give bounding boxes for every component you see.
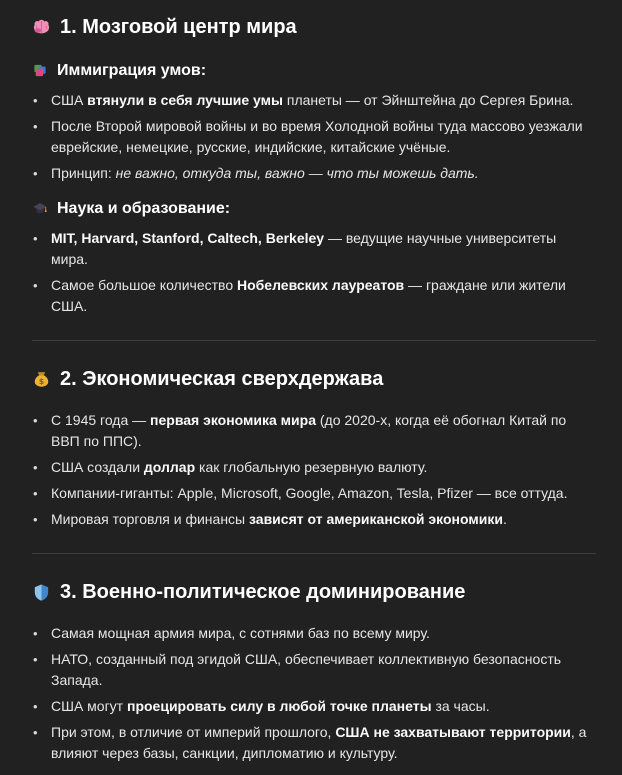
shield-icon <box>32 583 51 602</box>
plain-text: США <box>51 92 88 108</box>
bullet-list <box>32 228 596 317</box>
list-item <box>32 275 596 317</box>
list-item <box>32 410 596 452</box>
plain-text: При этом, в отличие от империй прошлого, <box>51 724 336 740</box>
list-item <box>32 722 596 764</box>
list-item <box>32 163 596 184</box>
italic-text: не важно, откуда ты, важно — что ты можешь дать. <box>115 165 479 181</box>
bullet-list <box>32 623 596 764</box>
plain-text: Самая мощная армия мира, с сотнями баз по всему миру. <box>51 625 430 641</box>
plain-text: как глобальную резервную валюту. <box>195 459 428 475</box>
plain-text: . <box>502 511 507 527</box>
bold-text: MIT, Harvard, Stanford, Caltech, Berkeley <box>51 230 325 246</box>
subsection-title: Иммиграция умов: <box>57 62 207 79</box>
plain-text: После Второй мировой войны и во время Холодной войны туда массово уезжали еврейские, немецкие, русские, индийские, китайские учёные. <box>51 118 583 155</box>
plain-text: планеты — от Эйнштейна до Сергея Брина. <box>282 92 574 108</box>
plain-text: С 1945 года — <box>51 412 151 428</box>
plain-text: за часы. <box>431 698 490 714</box>
section-heading <box>32 579 596 605</box>
list-item <box>32 116 596 158</box>
plain-text: Компании-гиганты: Apple, Microsoft, Google, Amazon, Tesla, Pfizer — все оттуда. <box>51 485 568 501</box>
plain-text: , а влияют через базы, санкции, дипломатию и культуру. <box>51 724 587 761</box>
subsection-heading <box>32 198 596 219</box>
bold-text: проецировать силу в любой точке планеты <box>127 698 432 714</box>
section-heading <box>32 366 596 392</box>
plain-text: Принцип: <box>51 165 116 181</box>
bold-text: Нобелевских лауреатов <box>237 277 405 293</box>
plain-text: США создали <box>51 459 144 475</box>
section-title: 3. Военно-политическое доминирование <box>60 581 466 603</box>
list-item <box>32 457 596 478</box>
subsection-heading <box>32 60 596 81</box>
plain-text: (до 2020-х, когда её обогнал Китай по ВВП по ППС). <box>51 412 567 449</box>
plain-text: США могут <box>51 698 127 714</box>
list-item <box>32 509 596 530</box>
money-bag-icon <box>32 370 51 389</box>
brain-icon <box>32 18 51 37</box>
section-title: 1. Мозговой центр мира <box>60 16 297 38</box>
list-item <box>32 696 596 717</box>
plain-text: Самое большое количество <box>51 277 237 293</box>
bold-text: зависят от американской экономики <box>249 511 503 527</box>
section-heading <box>32 14 596 40</box>
section-divider <box>32 340 596 341</box>
bullet-list <box>32 90 596 184</box>
plain-text: НАТО, созданный под эгидой США, обеспечивает коллективную безопасность Запада. <box>51 651 562 688</box>
subsection-title: Наука и образование: <box>57 200 231 217</box>
bullet-list <box>32 410 596 530</box>
list-item <box>32 90 596 111</box>
bold-text: доллар <box>143 459 196 475</box>
bold-text: первая экономика мира <box>150 412 316 428</box>
plain-text: Мировая торговля и финансы <box>51 511 250 527</box>
list-item <box>32 483 596 504</box>
bold-text: США не захватывают территории <box>335 724 571 740</box>
list-item <box>32 649 596 691</box>
list-item <box>32 623 596 644</box>
bold-text: втянули в себя лучшие умы <box>87 92 283 108</box>
section-title: 2. Экономическая сверхдержава <box>60 368 384 390</box>
books-icon <box>32 63 48 79</box>
graduation-cap-icon <box>32 201 48 217</box>
list-item <box>32 228 596 270</box>
section-divider <box>32 553 596 554</box>
svg-text:$: $ <box>38 376 45 386</box>
plain-text: — граждане или жители США. <box>51 277 566 314</box>
plain-text: — ведущие научные университеты мира. <box>51 230 557 267</box>
